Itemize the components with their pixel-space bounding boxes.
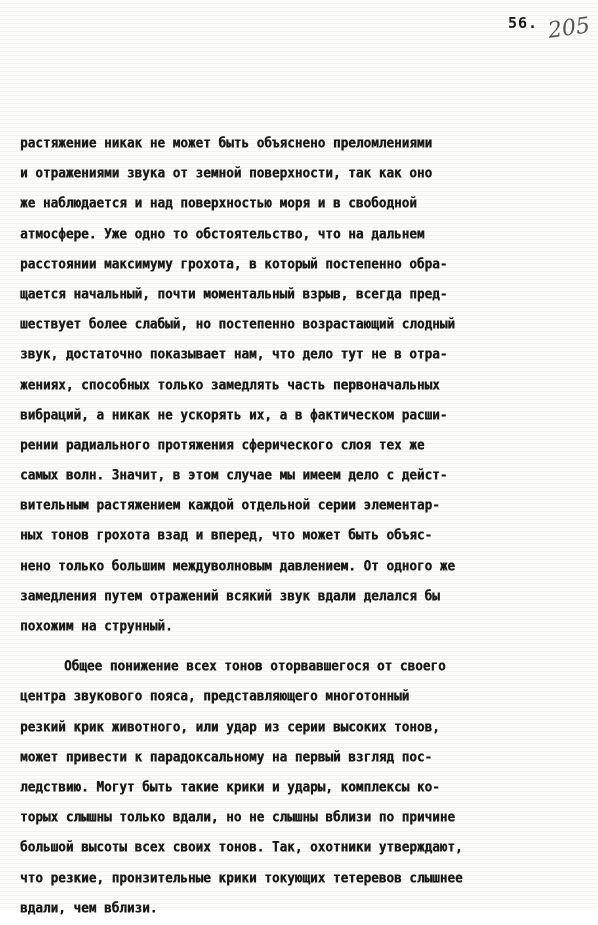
body-text (20, 128, 592, 923)
text-line: рении радиального протяжения сферического слоя тех же (20, 435, 425, 453)
text-line: звук, достаточно показывает нам, что дело тут не в отра- (20, 345, 448, 363)
text-line: может привести к парадоксальному на первый взгляд пос- (20, 747, 433, 765)
text-line: что резкие, пронзительные крики токующих тетеревов слышнее (20, 868, 463, 886)
text-line: и отражениями звука от земной поверхности, так как оно (20, 164, 433, 182)
text-line: же наблюдается и над поверхностью моря и в свободной (20, 194, 417, 212)
text-line: ледствию. Могут быть такие крики и удары, комплексы ко- (20, 777, 440, 795)
page-number: 56. (508, 14, 539, 32)
text-line: вительным растяжением каждой отдельной серии элементар- (20, 496, 440, 514)
text-line: торых слышны только вдали, но не слышны вблизи по причине (20, 808, 456, 825)
text-line: центра звукового пояса, представляющего многотонный (20, 687, 410, 705)
text-line: замедления путем отражений всякий звук вдали делался бы (20, 586, 440, 604)
text-line: резкий крик животного, или удар из серии высоких тонов, (20, 717, 440, 735)
text-line: большой высоты всех своих тонов. Так, охотники утверждают, (20, 838, 463, 856)
text-line: растяжение никак не может быть объяснено преломлениями (20, 134, 433, 151)
text-line: нено только большим междуволновым давлением. От одного же (20, 556, 456, 574)
handwritten-archive-number: 205 (546, 13, 592, 44)
text-line: Общее понижение всех тонов оторвавшегося от своего (64, 657, 446, 675)
text-line: атмосфере. Уже одно то обстоятельство, что на дальнем (20, 224, 425, 242)
text-line: жениях, способных только замедлять часть первоначальных (20, 375, 440, 393)
text-line: вдали, чем вблизи. (20, 898, 158, 916)
text-line: похожим на струнный. (20, 617, 173, 634)
paragraph-2 (20, 651, 592, 923)
paragraph-1 (20, 128, 592, 641)
text-line: самых волн. Значит, в этом случае мы имеем дело с дейст- (20, 466, 448, 483)
text-line: шествует более слабый, но постепенно возрастающий слодный (20, 315, 456, 332)
text-line: расстоянии максимуму грохота, в который постепенно обра- (20, 254, 448, 272)
text-line: вибраций, а никак не ускорять их, а в фактическом расши- (20, 405, 448, 423)
text-line: ных тонов грохота взад и вперед, что может быть объяс- (20, 526, 433, 544)
text-line: щается начальный, почти моментальный взрыв, всегда пред- (20, 284, 448, 302)
